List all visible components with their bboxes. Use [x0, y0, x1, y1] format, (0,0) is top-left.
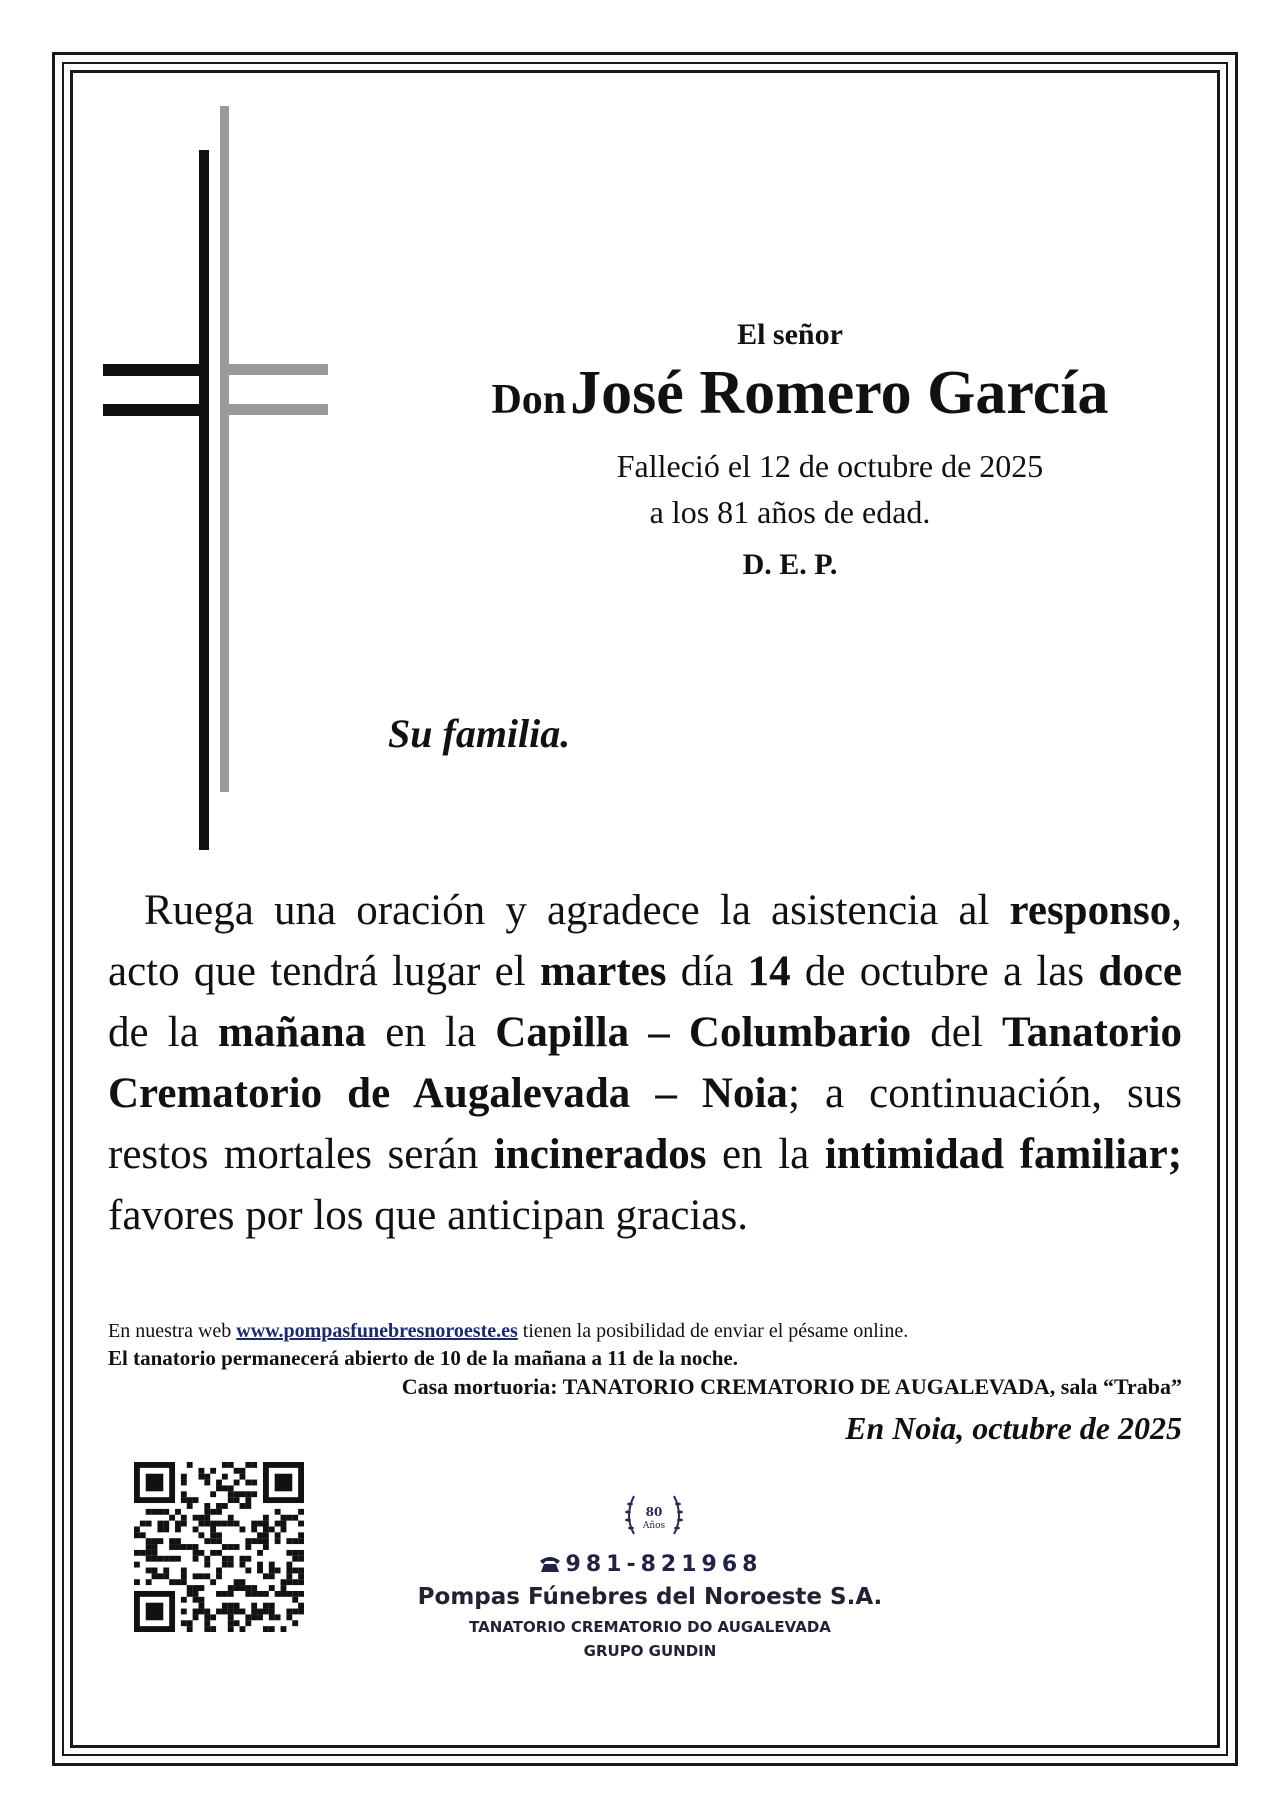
honorific: Don [491, 377, 567, 423]
company-name: Pompas Fúnebres del Noroeste S.A. [417, 1584, 883, 1610]
condolence-web-line: En nuestra web www.pompasfunebresnoroeste.es tienen la posibilidad de enviar el pésame online. [108, 1320, 909, 1342]
phone-icon [538, 1555, 562, 1573]
cross-icon [0, 0, 340, 860]
deceased-name-line [400, 358, 1200, 429]
company-group: GRUPO GUNDIN [583, 1642, 717, 1660]
announcement-body: Ruega una oración y agradece la asistencia al responso, acto que tendrá lugar el martes día 14 de octubre a las doce de la mañana en la Capilla – Columbario del Tanatorio Crematorio de Augalevada – Noia; a continuación, sus restos mortales serán incinerados en la intimidad familiar; favores por los que anticipan gracias. [108, 887, 1183, 1239]
deceased-name: José Romero García [570, 359, 1109, 427]
website-link[interactable]: www.pompasfunebresnoroeste.es [236, 1320, 518, 1342]
anniversary-logo-icon [620, 1484, 688, 1548]
svg-text:Años: Años [642, 1521, 666, 1531]
company-tanatorio: TANATORIO CREMATORIO DO AUGALEVADA [469, 1618, 831, 1636]
death-date: Falleció el 12 de octubre de 2025 [616, 448, 1044, 484]
funeral-home-line: Casa mortuoria: TANATORIO CREMATORIO DE AUGALEVADA, sala “Traba” [401, 1374, 1182, 1399]
family-signature: Su familia. [388, 711, 571, 756]
phone-number: 981-821968 [400, 1552, 900, 1577]
place-date: En Noia, octubre de 2025 [845, 1410, 1182, 1446]
svg-text:80: 80 [645, 1505, 663, 1519]
qr-code[interactable] [134, 1462, 304, 1632]
opening-hours: El tanatorio permanecerá abierto de 10 de la mañana a 11 de la noche. [108, 1346, 738, 1370]
rip-text: D. E. P. [742, 548, 838, 581]
age-line: a los 81 años de edad. [649, 494, 931, 530]
title-prefix: El señor [737, 318, 843, 351]
